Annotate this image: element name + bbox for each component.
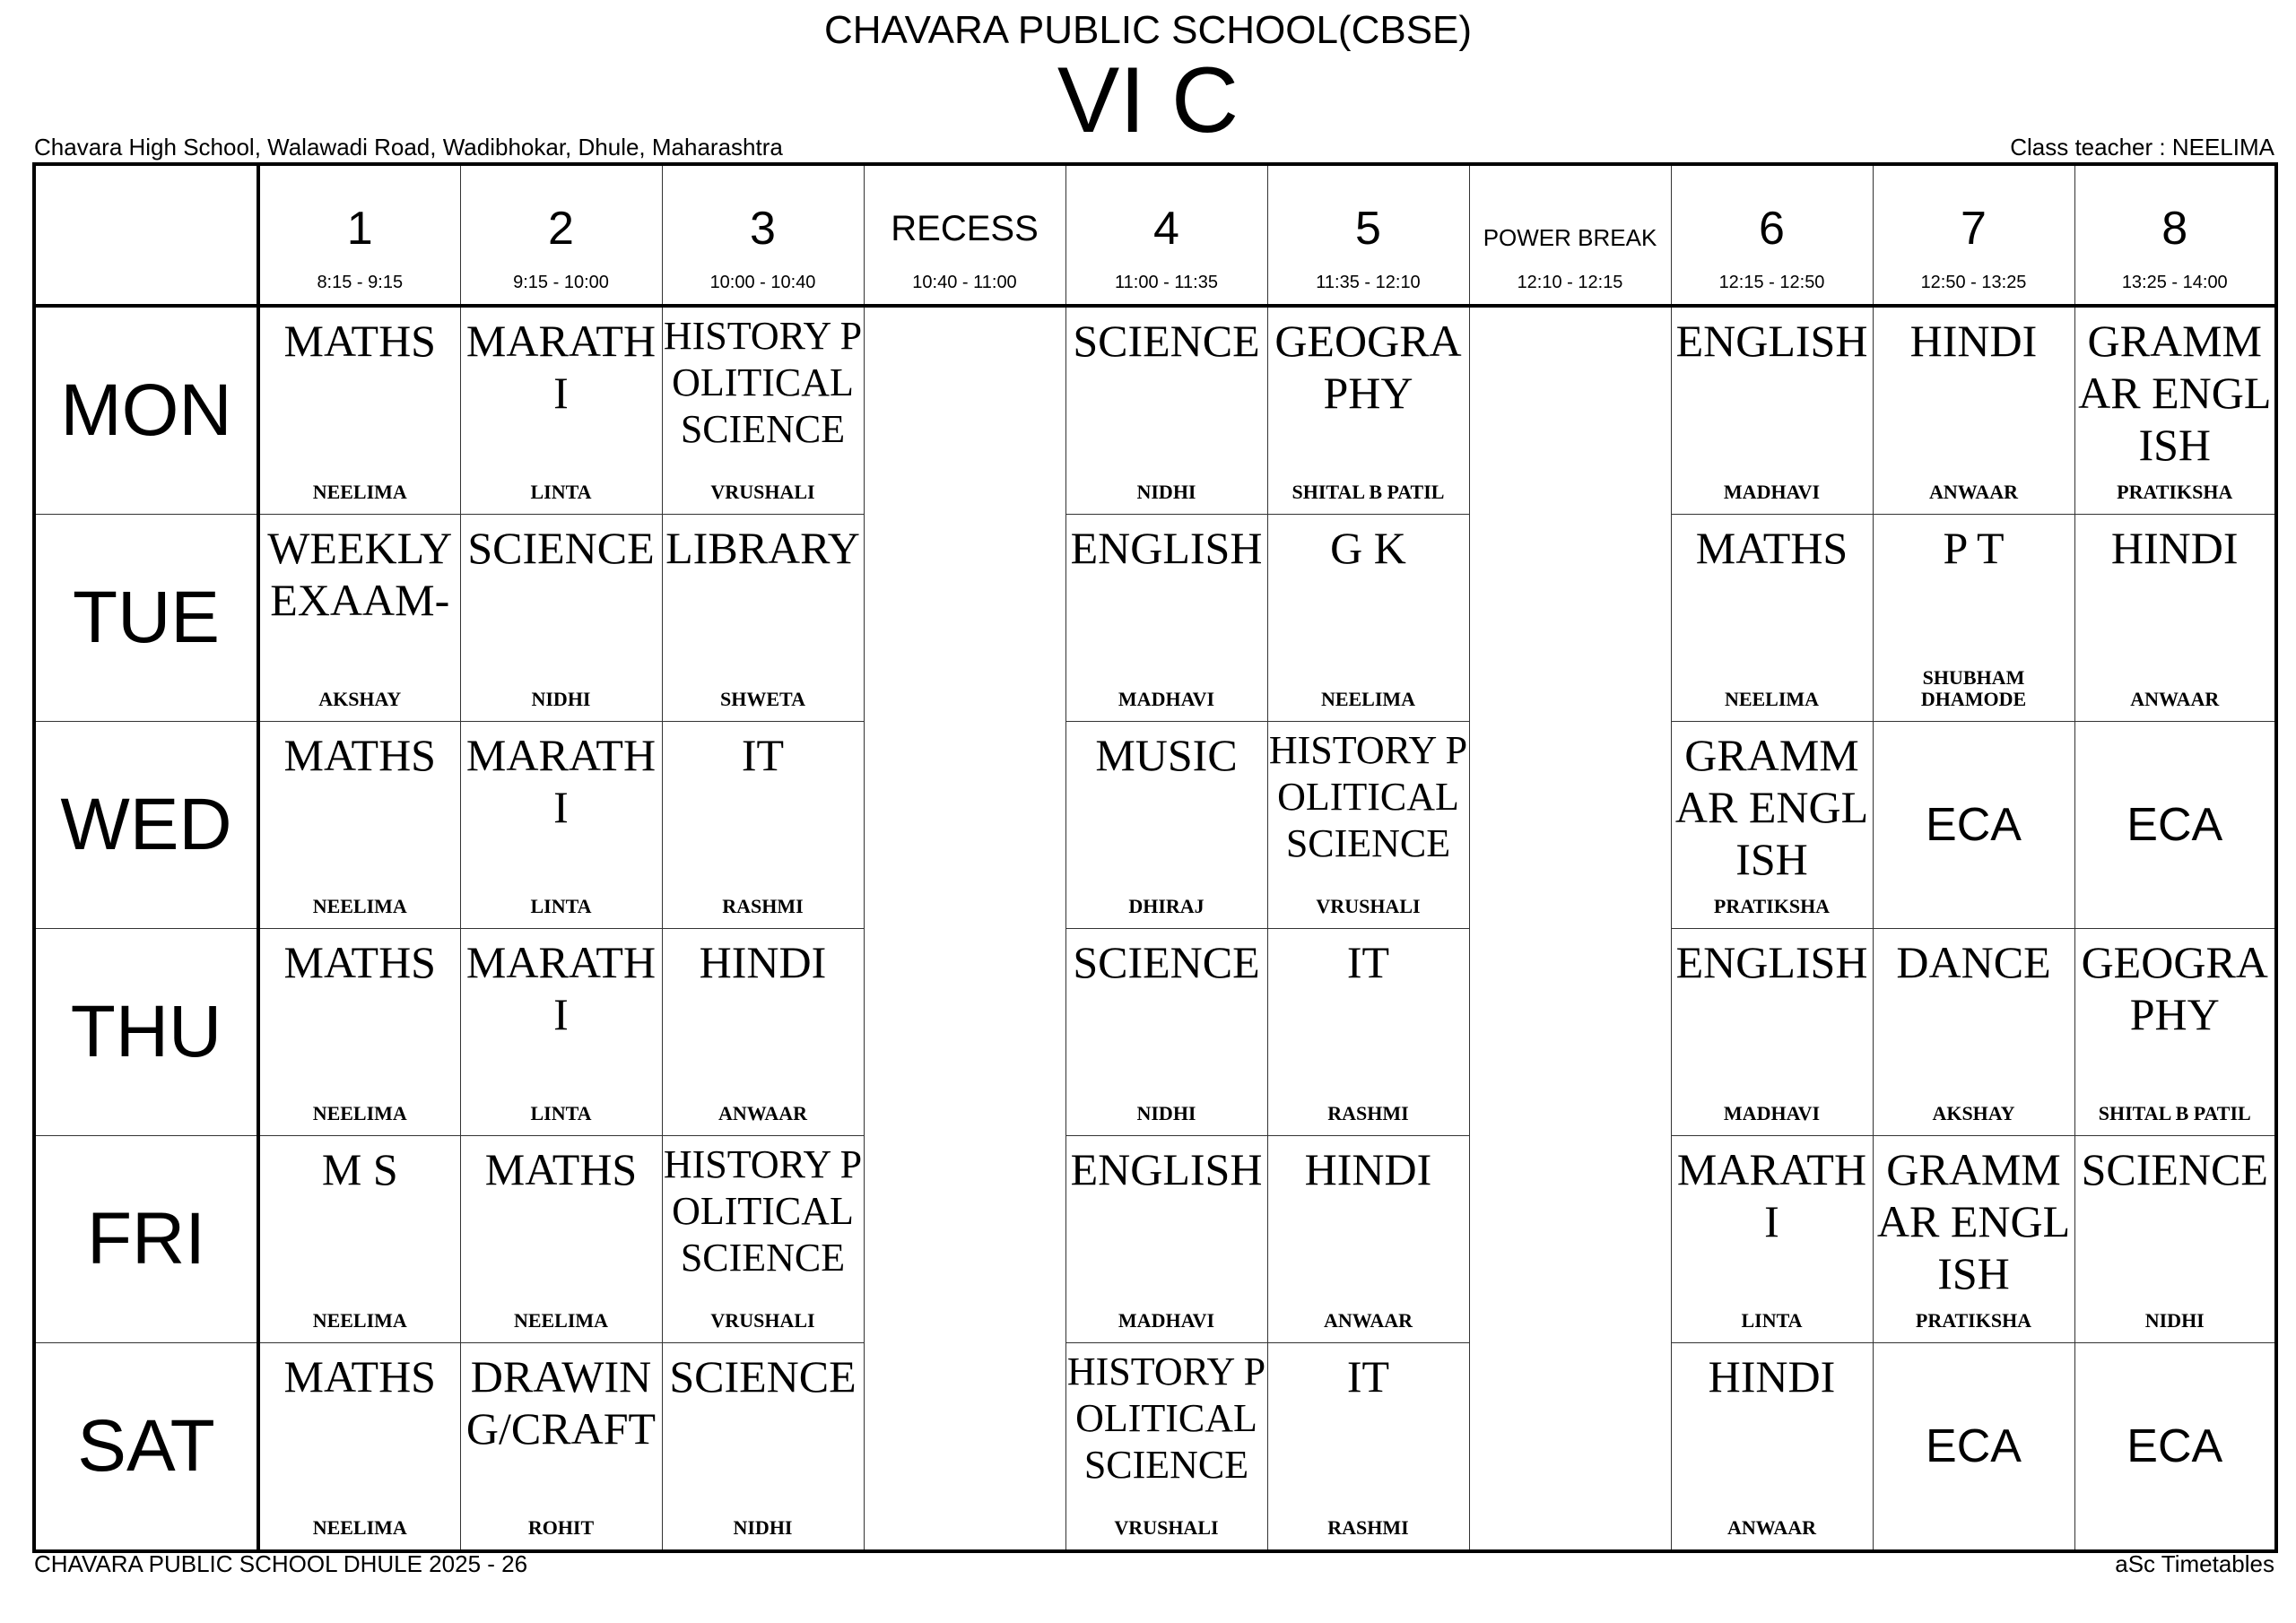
teacher: RASHMI: [722, 895, 804, 917]
school-name: CHAVARA PUBLIC SCHOOL(CBSE): [823, 8, 1473, 52]
subject: SCIENCE: [1073, 937, 1260, 987]
lesson-cell: [258, 929, 460, 1136]
power-break-label: POWER BREAK: [1483, 224, 1657, 251]
subject: MUSIC: [1095, 730, 1238, 780]
lesson-cell: [662, 929, 864, 1136]
eca-label: ECA: [2126, 799, 2223, 851]
day-label-cell: [34, 929, 258, 1136]
teacher: NIDHI: [2144, 1309, 2205, 1332]
subject: HINDI: [699, 937, 827, 987]
teacher: MADHAVI: [1723, 481, 1821, 503]
subject: G K: [1330, 523, 1406, 573]
teacher: SHITAL B PATIL: [1292, 481, 1445, 503]
period-number: 5: [1355, 203, 1381, 255]
lesson-cell: [460, 306, 662, 515]
subject: WEEKLY EXAAM-: [267, 523, 453, 625]
teacher: NEELIMA: [312, 1516, 407, 1539]
subject: MARATHI: [465, 316, 657, 418]
day-row: [34, 515, 2276, 722]
subject: MARATHI: [465, 730, 657, 832]
teacher: PRATIKSHA: [1713, 895, 1831, 917]
lesson-cell: [1671, 722, 1873, 929]
subject: HINDI: [2110, 523, 2239, 573]
teacher: ANWAAR: [1324, 1309, 1413, 1332]
class-name: VI C: [1057, 48, 1239, 152]
teacher: MADHAVI: [1118, 1309, 1215, 1332]
lesson-cell: [258, 515, 460, 722]
period-header: [1267, 164, 1469, 306]
period-number: 1: [346, 203, 373, 255]
lesson-cell: [2074, 515, 2276, 722]
lesson-cell: [662, 722, 864, 929]
eca-label: ECA: [2126, 1420, 2223, 1472]
teacher: LINTA: [530, 895, 592, 917]
eca-cell: [1873, 722, 2074, 929]
day-label: MON: [60, 369, 232, 451]
subject: HISTORY POLITICAL SCIENCE: [1268, 728, 1468, 865]
teacher: NEELIMA: [312, 1102, 407, 1124]
day-label: THU: [70, 991, 222, 1072]
teacher: NIDHI: [733, 1516, 793, 1539]
lesson-cell: [1065, 722, 1267, 929]
class-teacher: Class teacher : NEELIMA: [2010, 134, 2274, 161]
lesson-cell: [1873, 1136, 2074, 1343]
lesson-cell: [1267, 306, 1469, 515]
timetable: [32, 162, 2278, 1553]
recess-header: [864, 164, 1065, 306]
subject: HINDI: [1909, 316, 2038, 366]
teacher: RASHMI: [1327, 1102, 1409, 1124]
day-label-cell: [34, 306, 258, 515]
lesson-cell: [460, 722, 662, 929]
lesson-cell: [1065, 1136, 1267, 1343]
teacher: NEELIMA: [312, 481, 407, 503]
subject: SCIENCE: [669, 1351, 857, 1402]
lesson-cell: [460, 1136, 662, 1343]
lesson-cell: [1267, 722, 1469, 929]
lesson-cell: [1671, 306, 1873, 515]
period-header: [258, 164, 460, 306]
lesson-cell: [1065, 306, 1267, 515]
day-row: [34, 929, 2276, 1136]
period-time: 12:50 - 13:25: [1920, 273, 2027, 292]
footer-school-year: CHAVARA PUBLIC SCHOOL DHULE 2025 - 26: [34, 1550, 528, 1577]
subject: ENGLISH: [1675, 937, 1868, 987]
day-row: [34, 1136, 2276, 1343]
lesson-cell: [1065, 929, 1267, 1136]
subject: HISTORY POLITICAL SCIENCE: [663, 1142, 863, 1280]
lesson-cell: [258, 722, 460, 929]
period-time: 11:35 - 12:10: [1316, 273, 1421, 292]
period-header: [2074, 164, 2276, 306]
lesson-cell: [662, 1343, 864, 1552]
teacher: RASHMI: [1327, 1516, 1409, 1539]
teacher: NEELIMA: [1724, 688, 1820, 710]
eca-label: ECA: [1926, 1420, 2022, 1472]
teacher: NIDHI: [1136, 1102, 1196, 1124]
teacher: NIDHI: [1136, 481, 1196, 503]
teacher: ROHIT: [527, 1516, 595, 1539]
subject: M S: [321, 1144, 398, 1194]
lesson-cell: [1873, 306, 2074, 515]
period-header-row: [34, 164, 2276, 306]
lesson-cell: [662, 515, 864, 722]
subject: ENGLISH: [1675, 316, 1868, 366]
subject: ENGLISH: [1070, 1144, 1263, 1194]
recess-label: RECESS: [891, 209, 1039, 248]
lesson-cell: [460, 1343, 662, 1552]
period-number: 3: [750, 203, 776, 255]
teacher: AKSHAY: [1932, 1102, 2015, 1124]
power-break-header: [1469, 164, 1671, 306]
subject: SCIENCE: [467, 523, 655, 573]
lesson-cell: [1267, 1136, 1469, 1343]
day-label: FRI: [86, 1198, 206, 1280]
recess-column: [864, 306, 1065, 1551]
teacher: VRUSHALI: [1316, 895, 1421, 917]
teacher: MADHAVI: [1723, 1102, 1821, 1124]
lesson-cell: [258, 1343, 460, 1552]
subject: SCIENCE: [2081, 1144, 2268, 1194]
lesson-cell: [662, 1136, 864, 1343]
lesson-cell: [258, 1136, 460, 1343]
subject: MATHS: [283, 316, 436, 366]
school-address: Chavara High School, Walawadi Road, Wadibhokar, Dhule, Maharashtra: [34, 134, 783, 161]
subject: GEOGRAPHY: [1274, 316, 1462, 418]
footer-credit: aSc Timetables: [2115, 1550, 2274, 1577]
lesson-cell: [1671, 1136, 1873, 1343]
subject: GEOGRAPHY: [2081, 937, 2268, 1039]
lesson-cell: [460, 929, 662, 1136]
subject: MATHS: [283, 937, 436, 987]
teacher: ANWAAR: [718, 1102, 807, 1124]
eca-cell: [2074, 1343, 2276, 1552]
lesson-cell: [1671, 1343, 1873, 1552]
lesson-cell: [1267, 1343, 1469, 1552]
teacher: NEELIMA: [312, 895, 407, 917]
teacher: DHIRAJ: [1128, 895, 1205, 917]
period-number: 6: [1759, 203, 1785, 255]
period-number: 8: [2161, 203, 2188, 255]
lesson-cell: [1267, 929, 1469, 1136]
teacher: SHITAL B PATIL: [2098, 1102, 2251, 1124]
period-time: 13:25 - 14:00: [2121, 273, 2228, 292]
period-time: 10:00 - 10:40: [709, 273, 816, 292]
lesson-cell: [1671, 515, 1873, 722]
period-number: 7: [1961, 203, 1987, 255]
day-label-cell: [34, 722, 258, 929]
lesson-cell: [662, 306, 864, 515]
teacher: LINTA: [1741, 1309, 1803, 1332]
subject: MATHS: [283, 1351, 436, 1402]
subject: P T: [1943, 523, 2005, 573]
day-label: TUE: [73, 577, 220, 658]
subject: DANCE: [1896, 937, 2051, 987]
teacher: ANWAAR: [1929, 481, 2018, 503]
lesson-cell: [1873, 929, 2074, 1136]
lesson-cell: [258, 306, 460, 515]
subject: SCIENCE: [1073, 316, 1260, 366]
period-time: 9:15 - 10:00: [513, 273, 609, 292]
lesson-cell: [2074, 929, 2276, 1136]
period-number: 4: [1153, 203, 1179, 255]
subject: GRAMMAR ENGLISH: [1876, 1144, 2071, 1298]
teacher: NEELIMA: [312, 1309, 407, 1332]
lesson-cell: [1671, 929, 1873, 1136]
teacher: NIDHI: [531, 688, 591, 710]
teacher: ANWAAR: [2130, 688, 2220, 710]
subject: HINDI: [1708, 1351, 1836, 1402]
day-label-cell: [34, 1136, 258, 1343]
teacher: VRUSHALI: [1114, 1516, 1219, 1539]
eca-label: ECA: [1926, 799, 2022, 851]
day-row: [34, 306, 2276, 515]
subject: GRAMMAR ENGLISH: [1674, 730, 1869, 884]
teacher: AKSHAY: [318, 688, 402, 710]
eca-cell: [2074, 722, 2276, 929]
teacher: LINTA: [530, 1102, 592, 1124]
teacher: PRATIKSHA: [2117, 481, 2233, 503]
period-number: 2: [548, 203, 574, 255]
period-time: 10:40 - 11:00: [912, 273, 1017, 292]
lesson-cell: [2074, 1136, 2276, 1343]
subject: LIBRARY: [665, 523, 860, 573]
subject: IT: [1346, 1351, 1390, 1402]
teacher: PRATIKSHA: [1915, 1309, 2032, 1332]
subject: GRAMMAR ENGLISH: [2078, 316, 2272, 470]
subject: ENGLISH: [1070, 523, 1263, 573]
lesson-cell: [1065, 515, 1267, 722]
subject: MATHS: [283, 730, 436, 780]
teacher: MADHAVI: [1118, 688, 1215, 710]
subject: HISTORY POLITICAL SCIENCE: [1066, 1350, 1266, 1487]
subject: HINDI: [1304, 1144, 1432, 1194]
subject: HISTORY POLITICAL SCIENCE: [663, 314, 863, 451]
lesson-cell: [1065, 1343, 1267, 1552]
lesson-cell: [1873, 515, 2074, 722]
period-time: 8:15 - 9:15: [317, 273, 404, 292]
teacher: VRUSHALI: [710, 1309, 815, 1332]
period-header: [1065, 164, 1267, 306]
teacher: SHWETA: [720, 688, 805, 710]
period-header: [1873, 164, 2074, 306]
period-header: [662, 164, 864, 306]
day-label-cell: [34, 515, 258, 722]
teacher: VRUSHALI: [710, 481, 815, 503]
subject: MATHS: [484, 1144, 638, 1194]
corner-cell: [34, 164, 258, 306]
period-header: [1671, 164, 1873, 306]
subject: DRAWING/CRAFT: [465, 1351, 657, 1454]
teacher: LINTA: [530, 481, 592, 503]
day-label: WED: [60, 784, 232, 865]
day-label: SAT: [77, 1405, 215, 1487]
subject: MARATHI: [1676, 1144, 1867, 1246]
period-time: 11:00 - 11:35: [1115, 273, 1218, 292]
teacher: NEELIMA: [1320, 688, 1416, 710]
teacher: SHUBHAM DHAMODE: [1920, 666, 2027, 710]
subject: MATHS: [1695, 523, 1848, 573]
lesson-cell: [2074, 306, 2276, 515]
subject: IT: [741, 730, 785, 780]
period-time: 12:10 - 12:15: [1517, 273, 1623, 292]
lesson-cell: [460, 515, 662, 722]
subject: MARATHI: [465, 937, 657, 1039]
day-label-cell: [34, 1343, 258, 1552]
lesson-cell: [1267, 515, 1469, 722]
day-row: [34, 1343, 2276, 1552]
subject: IT: [1346, 937, 1390, 987]
power-break-column: [1469, 306, 1671, 1551]
period-header: [460, 164, 662, 306]
period-time: 12:15 - 12:50: [1718, 273, 1825, 292]
day-row: [34, 722, 2276, 929]
eca-cell: [1873, 1343, 2074, 1552]
teacher: NEELIMA: [513, 1309, 609, 1332]
teacher: ANWAAR: [1727, 1516, 1816, 1539]
